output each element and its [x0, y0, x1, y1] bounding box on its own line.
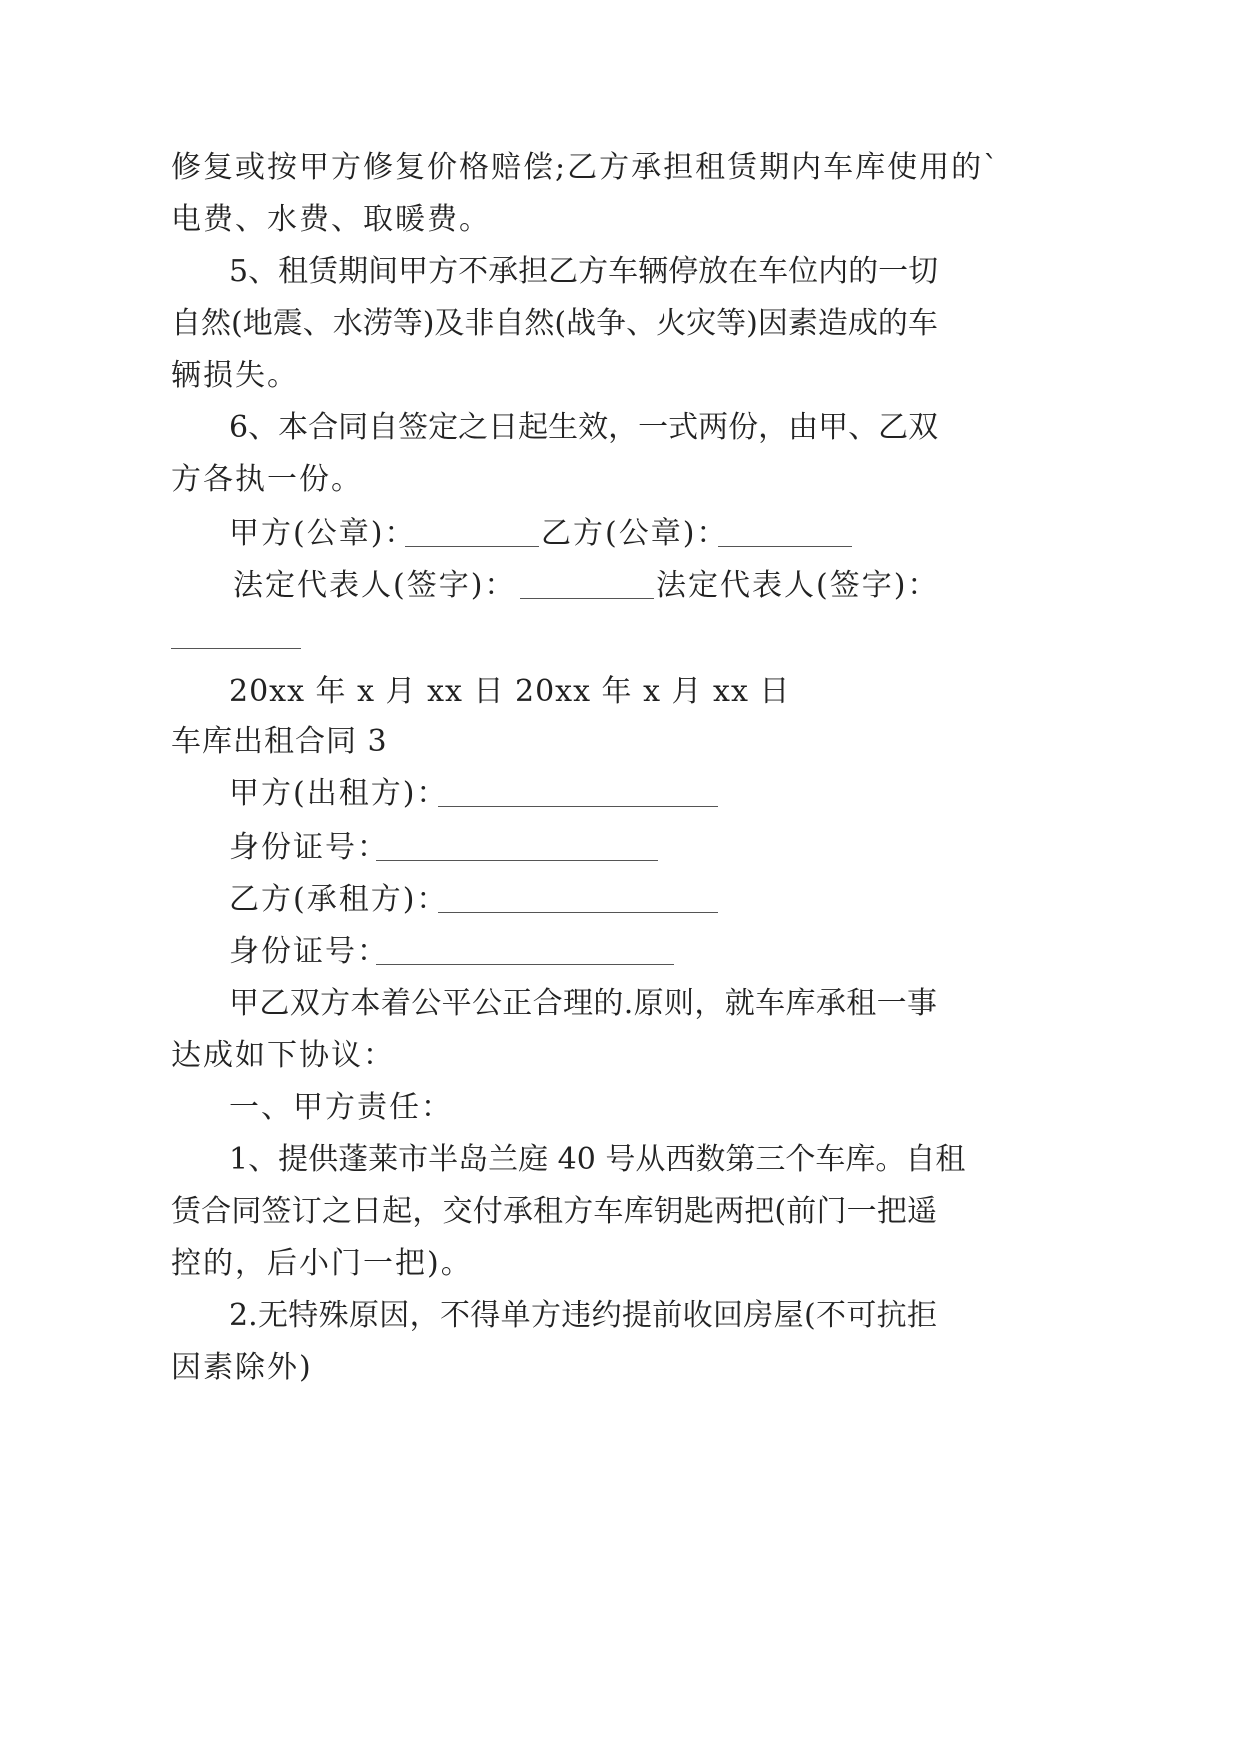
party-a-rep-blank	[520, 598, 654, 599]
lessor-id-blank	[376, 860, 658, 861]
item-1-line-2: 赁合同签订之日起，交付承租方车库钥匙两把(前门一把遥	[171, 1194, 937, 1229]
party-a-seal-blank	[405, 546, 539, 547]
lessor-label: 甲方(出租方)：	[229, 776, 449, 811]
item-2-line-2: 因素除外)	[171, 1350, 313, 1385]
item-1-line-3: 控的，后小门一把)。	[171, 1246, 473, 1281]
paragraph-5-line-3: 辆损失。	[171, 358, 299, 393]
party-b-seal-label: 乙方(公章)：	[541, 516, 729, 551]
lessor-blank	[438, 806, 718, 807]
paragraph-5-line-2: 自然(地震、水涝等)及非自然(战争、火灾等)因素造成的车	[171, 306, 938, 341]
paragraph-5-line-1: 5、租赁期间甲方不承担乙方车辆停放在车位内的一切	[229, 254, 939, 289]
intro-line-2: 达成如下协议：	[171, 1038, 395, 1073]
item-2-line-1: 2.无特殊原因，不得单方违约提前收回房屋(不可抗拒	[229, 1298, 937, 1333]
lessee-label: 乙方(承租方)：	[229, 882, 449, 917]
contract-3-title: 车库出租合同 3	[171, 724, 388, 759]
lessee-id-label: 身份证号：	[229, 934, 389, 969]
party-a-rep-label: 法定代表人(签字)：	[233, 568, 517, 603]
paragraph-6-line-1: 6、本合同自签定之日起生效，一式两份，由甲、乙双	[229, 410, 939, 445]
section-1-heading: 一、甲方责任：	[229, 1090, 453, 1125]
party-a-seal-label: 甲方(公章)：	[229, 516, 417, 551]
party-b-rep-label: 法定代表人(签字)：	[656, 568, 940, 603]
paragraph-4-line-1: 修复或按甲方修复价格赔偿;乙方承担租赁期内车库使用的`	[171, 150, 1001, 185]
signature-dates: 20xx 年 x 月 xx 日 20xx 年 x 月 xx 日	[229, 674, 791, 709]
lessor-id-label: 身份证号：	[229, 830, 389, 865]
intro-line-1: 甲乙双方本着公平公正合理的.原则，就车库承租一事	[229, 986, 937, 1021]
item-1-line-1: 1、提供蓬莱市半岛兰庭 40 号从西数第三个车库。自租	[229, 1142, 966, 1177]
party-b-rep-blank	[171, 648, 301, 649]
lessee-id-blank	[376, 964, 674, 965]
lessee-blank	[438, 912, 718, 913]
party-b-seal-blank	[718, 546, 852, 547]
paragraph-4-line-2: 电费、水费、取暖费。	[171, 202, 491, 237]
paragraph-6-line-2: 方各执一份。	[171, 462, 363, 497]
